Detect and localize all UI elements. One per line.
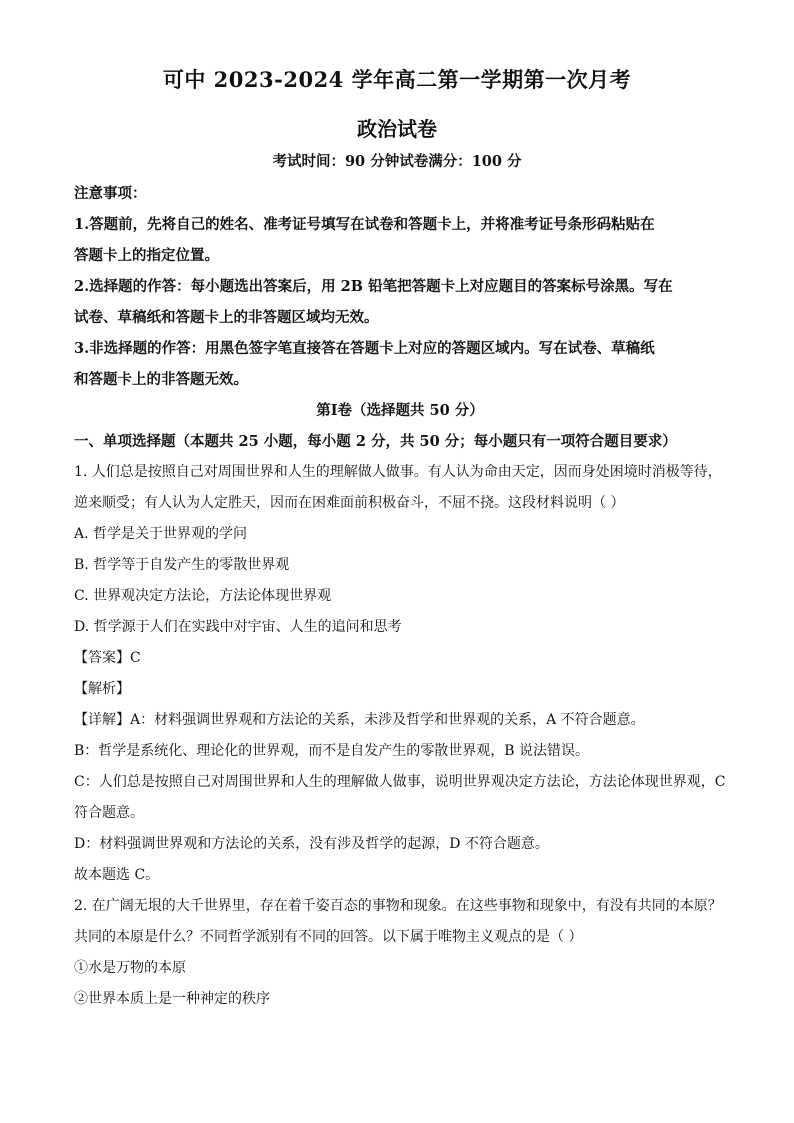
question-1-analysis: 【详解】A：材料强调世界观和方法论的关系，未涉及哲学和世界观的关系，A 不符合题意。: [74, 712, 645, 728]
question-1-option-a: A. 哲学是关于世界观的学问: [74, 526, 248, 542]
question-1-analysis: D：材料强调世界观和方法论的关系，没有涉及哲学的起源，D 不符合题意。: [74, 836, 549, 852]
notice-line: 3.非选择题的作答：用黑色签字笔直接答在答题卡上对应的答题区域内。写在试卷、草稿纸: [74, 340, 655, 357]
question-1-answer: 【答案】C: [74, 650, 141, 666]
exam-subject: 政治试卷: [357, 117, 437, 141]
question-2-stem: 共同的本原是什么？不同哲学派别有不同的回答。以下属于唯物主义观点的是（ ）: [74, 929, 583, 945]
exam-content: [74, 178, 726, 1015]
question-1-option-c: C. 世界观决定方法论，方法论体现世界观: [74, 588, 332, 604]
notice-line: 1.答题前，先将自己的姓名、准考证号填写在试卷和答题卡上，并将准考证号条形码粘贴在: [74, 216, 655, 233]
notice-heading: 注意事项：: [74, 185, 147, 202]
question-2-stem: 2. 在广阔无垠的大千世界里，存在着千姿百态的事物和现象。在这些事物和现象中，有没有共同的本原？: [74, 898, 722, 914]
question-1-option-d: D. 哲学源于人们在实践中对宇宙、人生的追问和思考: [74, 619, 402, 635]
question-1-analysis: C：人们总是按照自己对周围世界和人生的理解做人做事，说明世界观决定方法论，方法论体现世界观，C: [74, 774, 726, 790]
question-1-stem: 逆来顺受；有人认为人定胜天，因而在困难面前积极奋斗，不屈不挠。这段材料说明（ ）: [74, 495, 625, 511]
question-1-option-b: B. 哲学等于自发产生的零散世界观: [74, 557, 290, 573]
question-1-stem: 1. 人们总是按照自己对周围世界和人生的理解做人做事。有人认为命由天定，因而身处困境时消极等待，: [74, 464, 722, 480]
section-title: 第Ⅰ卷（选择题共 50 分）: [316, 402, 484, 419]
question-1-analysis: 故本题选 C。: [74, 867, 160, 883]
question-2-item: ②世界本质上是一种神定的秩序: [74, 991, 270, 1007]
question-2-item: ①水是万物的本原: [74, 960, 186, 976]
notice-line: 试卷、草稿纸和答题卡上的非答题区域均无效。: [74, 309, 379, 326]
exam-title: 可中 2023-2024 学年高二第一学期第一次月考: [162, 67, 632, 92]
part-heading: 一、单项选择题（本题共 25 小题，每小题 2 分，共 50 分；每小题只有一项符合题目要求）: [74, 433, 677, 450]
question-1-analysis-label: 【解析】: [74, 681, 130, 697]
question-1-analysis: 符合题意。: [74, 805, 144, 821]
exam-meta: 考试时间：90 分钟试卷满分：100 分: [272, 153, 522, 170]
notice-line: 和答题卡上的非答题无效。: [74, 371, 248, 388]
question-1-analysis: B：哲学是系统化、理论化的世界观，而不是自发产生的零散世界观，B 说法错误。: [74, 743, 590, 759]
notice-line: 2.选择题的作答：每小题选出答案后，用 2B 铅笔把答题卡上对应题目的答案标号涂黑。写在: [74, 278, 673, 295]
notice-line: 答题卡上的指定位置。: [74, 247, 219, 264]
